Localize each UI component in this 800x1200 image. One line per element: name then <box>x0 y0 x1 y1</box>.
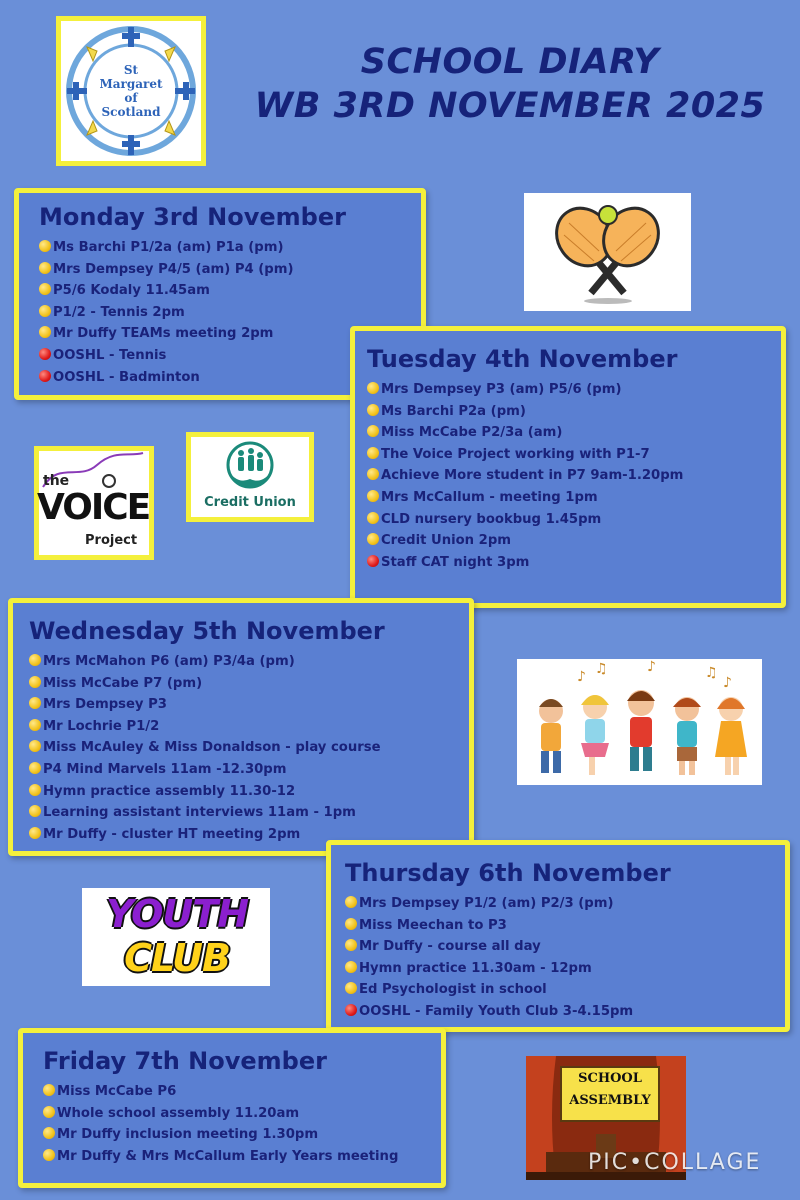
voice-main-text: VOICE <box>37 487 150 528</box>
yellow-circle-icon <box>367 468 379 480</box>
yellow-circle-icon <box>29 805 41 817</box>
yellow-circle-icon <box>367 512 379 524</box>
assembly-sign <box>560 1066 660 1122</box>
svg-text:♪: ♪ <box>577 669 586 685</box>
yellow-circle-icon <box>29 697 41 709</box>
list-item-text: Mrs McCallum - meeting 1pm <box>381 489 598 505</box>
list-item <box>367 379 781 401</box>
tennis-rackets-icon <box>524 193 691 311</box>
assembly-line1: SCHOOL <box>578 1071 642 1086</box>
list-item-text: Whole school assembly 11.20am <box>57 1105 300 1121</box>
yellow-circle-icon <box>367 425 379 437</box>
list-item <box>43 1146 441 1168</box>
yellow-circle-icon <box>367 490 379 502</box>
list-item <box>345 893 785 915</box>
list-item <box>29 694 469 716</box>
yellow-circle-icon <box>39 305 51 317</box>
list-item <box>345 958 785 980</box>
list-item-text: Ms Barchi P1/2a (am) P1a (pm) <box>53 240 284 255</box>
svg-text:♫: ♫ <box>705 665 718 681</box>
list-item-text: Mrs McMahon P6 (am) P3/4a (pm) <box>43 654 295 669</box>
yellow-circle-icon <box>43 1084 55 1096</box>
logo-text-line2: Margaret <box>99 77 163 91</box>
yellow-circle-icon <box>29 827 41 839</box>
yellow-circle-icon <box>39 262 51 274</box>
list-item-text: Mrs Dempsey P4/5 (am) P4 (pm) <box>53 261 294 277</box>
yellow-circle-icon <box>29 654 41 666</box>
yellow-circle-icon <box>29 676 41 688</box>
list-item <box>367 401 781 423</box>
youth-text: YOUTH <box>105 892 249 936</box>
school-logo <box>56 16 206 166</box>
yellow-circle-icon <box>39 326 51 338</box>
svg-text:♫: ♫ <box>595 661 608 677</box>
list-item <box>29 673 469 695</box>
list-item <box>43 1124 441 1146</box>
list-item-text: Mrs Dempsey P3 (am) P5/6 (pm) <box>381 382 622 397</box>
yellow-circle-icon <box>29 784 41 796</box>
yellow-circle-icon <box>367 533 379 545</box>
red-circle-icon <box>39 348 51 360</box>
list-item-text: Ed Psychologist in school <box>359 982 547 998</box>
list-item-text: OOSHL - Badminton <box>53 369 200 385</box>
friday-title: Friday 7th November <box>43 1047 327 1075</box>
list-item-text: P4 Mind Marvels 11am -12.30pm <box>43 761 287 777</box>
voice-sub-text: Project <box>85 533 138 548</box>
yellow-circle-icon <box>367 447 379 459</box>
list-item-text: Achieve More student in P7 9am-1.20pm <box>381 468 684 484</box>
voice-the-text: the <box>43 473 70 489</box>
list-item <box>367 487 781 509</box>
credit-union-picture <box>186 432 314 522</box>
list-item <box>345 1001 785 1023</box>
list-item-text: Learning assistant interviews 11am - 1pm <box>43 805 356 821</box>
list-item-text: Miss McAuley & Miss Donaldson - play course <box>43 740 381 756</box>
list-item-text: Credit Union 2pm <box>381 533 511 549</box>
yellow-circle-icon <box>43 1106 55 1118</box>
list-item-text: OOSHL - Tennis <box>53 347 167 363</box>
list-item-text: Miss Meechan to P3 <box>359 917 507 933</box>
yellow-circle-icon <box>29 762 41 774</box>
list-item <box>29 651 469 673</box>
list-item <box>367 422 781 444</box>
list-item <box>43 1081 441 1103</box>
list-item <box>29 716 469 738</box>
yellow-circle-icon <box>345 918 357 930</box>
friday-panel <box>18 1028 446 1188</box>
yellow-circle-icon <box>43 1127 55 1139</box>
list-item-text: Hymn practice 11.30am - 12pm <box>359 960 592 976</box>
red-circle-icon <box>345 1004 357 1016</box>
list-item-text: Ms Barchi P2a (pm) <box>381 403 526 419</box>
list-item <box>39 259 421 281</box>
club-text: CLUB <box>124 936 230 980</box>
wednesday-title: Wednesday 5th November <box>29 617 385 645</box>
yellow-circle-icon <box>345 982 357 994</box>
yellow-circle-icon <box>29 740 41 752</box>
tuesday-list <box>367 379 781 573</box>
list-item-text: P5/6 Kodaly 11.45am <box>53 283 210 299</box>
tennis-picture <box>524 193 691 311</box>
youth-club-picture <box>82 888 270 986</box>
thursday-title: Thursday 6th November <box>345 859 671 887</box>
list-item-text: OOSHL - Family Youth Club 3-4.15pm <box>359 1003 634 1019</box>
list-item-text: Hymn practice assembly 11.30-12 <box>43 783 296 799</box>
credit-union-text: Credit Union <box>204 495 296 510</box>
thursday-list <box>345 893 785 1023</box>
list-item <box>367 444 781 466</box>
tuesday-title: Tuesday 4th November <box>367 345 678 373</box>
voice-project-picture <box>34 446 154 560</box>
yellow-circle-icon <box>367 404 379 416</box>
list-item <box>39 302 421 324</box>
assembly-line2: ASSEMBLY <box>569 1093 651 1108</box>
yellow-circle-icon <box>367 382 379 394</box>
children-singing-icon <box>517 659 762 785</box>
list-item <box>367 465 781 487</box>
wednesday-list <box>29 651 469 845</box>
list-item-text: Mr Duffy TEAMs meeting 2pm <box>53 326 274 342</box>
yellow-circle-icon <box>345 961 357 973</box>
red-circle-icon <box>367 555 379 567</box>
list-item <box>39 237 421 259</box>
svg-text:♪: ♪ <box>647 659 656 675</box>
yellow-circle-icon <box>29 719 41 731</box>
wednesday-panel <box>8 598 474 856</box>
yellow-circle-icon <box>39 240 51 252</box>
list-item-text: CLD nursery bookbug 1.45pm <box>381 511 602 527</box>
list-item <box>29 781 469 803</box>
yellow-circle-icon <box>345 939 357 951</box>
yellow-circle-icon <box>43 1149 55 1161</box>
list-item <box>345 915 785 937</box>
thursday-panel <box>326 840 790 1032</box>
list-item-text: Miss McCabe P2/3a (am) <box>381 425 563 441</box>
list-item-text: Miss McCabe P6 <box>57 1084 177 1099</box>
page-heading <box>250 40 770 128</box>
list-item-text: Mr Duffy - cluster HT meeting 2pm <box>43 826 301 842</box>
choir-picture <box>517 659 762 785</box>
list-item-text: Mrs Dempsey P1/2 (am) P2/3 (pm) <box>359 896 614 911</box>
yellow-circle-icon <box>345 896 357 908</box>
red-circle-icon <box>39 370 51 382</box>
list-item-text: Mr Duffy - course all day <box>359 939 541 955</box>
logo-text-line1: St <box>123 63 139 77</box>
list-item-text: Miss McCabe P7 (pm) <box>43 675 203 691</box>
list-item <box>345 936 785 958</box>
monday-title: Monday 3rd November <box>39 203 346 231</box>
list-item-text: The Voice Project working with P1-7 <box>381 446 650 462</box>
svg-text:♪: ♪ <box>723 675 732 691</box>
list-item <box>29 737 469 759</box>
list-item <box>29 759 469 781</box>
list-item <box>367 509 781 531</box>
yellow-circle-icon <box>39 283 51 295</box>
list-item-text: Mr Duffy & Mrs McCallum Early Years meeting <box>57 1148 399 1164</box>
heading-line1: SCHOOL DIARY <box>360 42 660 82</box>
credit-union-family-icon <box>191 439 309 495</box>
list-item <box>367 552 781 574</box>
heading-line2: WB 3RD NOVEMBER 2025 <box>254 86 766 126</box>
logo-text-line4: Scotland <box>101 105 161 119</box>
tuesday-panel <box>350 326 786 608</box>
list-item <box>345 979 785 1001</box>
list-item-text: Mr Lochrie P1/2 <box>43 718 160 734</box>
list-item-text: Mr Duffy inclusion meeting 1.30pm <box>57 1127 319 1143</box>
list-item <box>29 802 469 824</box>
friday-list <box>43 1081 441 1167</box>
list-item <box>367 530 781 552</box>
pic-collage-watermark: PIC•COLLAGE <box>588 1150 762 1175</box>
list-item <box>39 280 421 302</box>
list-item-text: Mrs Dempsey P3 <box>43 697 167 713</box>
list-item-text: Staff CAT night 3pm <box>381 554 530 570</box>
list-item <box>43 1103 441 1125</box>
list-item-text: P1/2 - Tennis 2pm <box>53 304 185 320</box>
logo-text-line3: of <box>124 91 138 105</box>
